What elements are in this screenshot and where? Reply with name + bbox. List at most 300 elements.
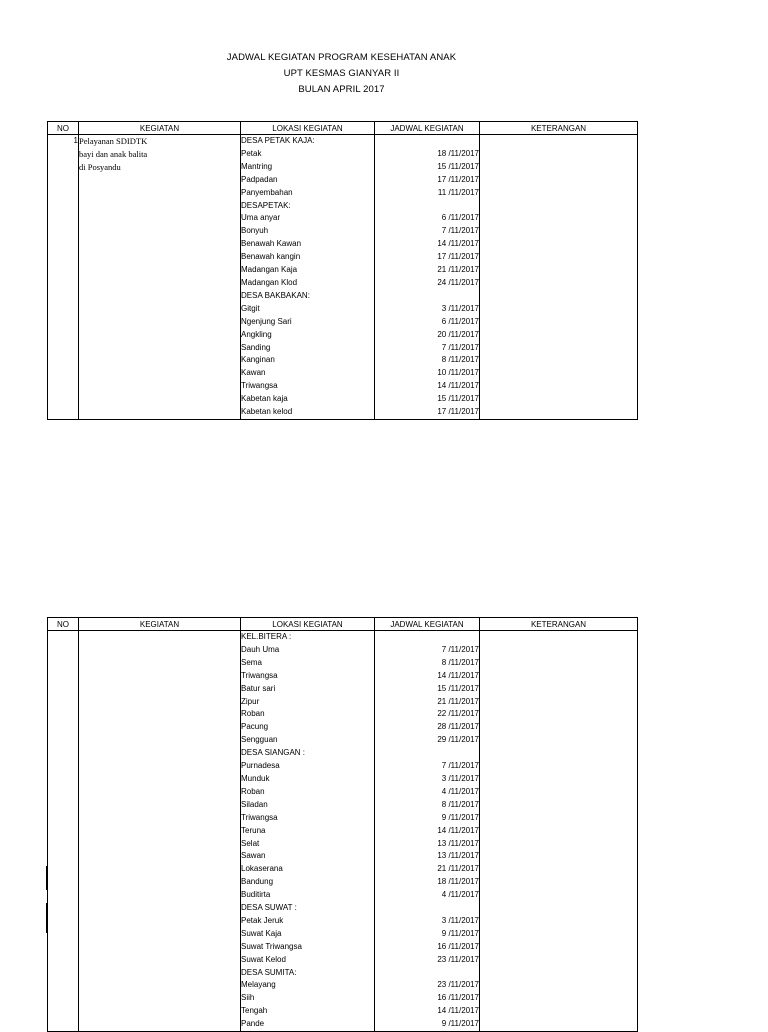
jadwal-cell: 3 /11/2017: [375, 303, 480, 316]
no-cell: [48, 696, 79, 709]
kegiatan-cell: [79, 1005, 241, 1018]
kegiatan-cell: [79, 1018, 241, 1031]
jadwal-cell: 16 /11/2017: [375, 992, 480, 1005]
jadwal-cell: [375, 200, 480, 213]
no-cell: [48, 354, 79, 367]
keterangan-cell: [480, 161, 638, 174]
jadwal-cell: 7 /11/2017: [375, 760, 480, 773]
kegiatan-cell: [79, 850, 241, 863]
lokasi-cell: Selat: [241, 838, 375, 851]
table-row: [48, 721, 638, 734]
keterangan-cell: [480, 670, 638, 683]
no-cell: [48, 786, 79, 799]
jadwal-cell: 24 /11/2017: [375, 277, 480, 290]
margin-mark: [46, 866, 47, 890]
header-lokasi: LOKASI KEGIATAN: [241, 122, 375, 135]
header-lokasi: LOKASI KEGIATAN: [241, 618, 375, 631]
jadwal-cell: 17 /11/2017: [375, 251, 480, 264]
kegiatan-cell: [79, 631, 241, 644]
table-row: [48, 825, 638, 838]
jadwal-cell: [375, 631, 480, 644]
jadwal-cell: 17 /11/2017: [375, 174, 480, 187]
jadwal-cell: [375, 135, 480, 148]
margin-mark: [46, 903, 47, 933]
table-row: [48, 225, 638, 238]
no-cell: [48, 187, 79, 200]
kegiatan-cell: [79, 316, 241, 329]
jadwal-cell: 7 /11/2017: [375, 342, 480, 355]
kegiatan-cell: Pelayanan SDIDTK: [79, 135, 241, 148]
lokasi-cell: Zipur: [241, 696, 375, 709]
jadwal-cell: 15 /11/2017: [375, 161, 480, 174]
no-cell: [48, 760, 79, 773]
keterangan-cell: [480, 812, 638, 825]
no-cell: [48, 1005, 79, 1018]
table-header-row: [48, 618, 638, 631]
jadwal-cell: 14 /11/2017: [375, 380, 480, 393]
table-row: [48, 200, 638, 213]
kegiatan-cell: [79, 174, 241, 187]
keterangan-cell: [480, 225, 638, 238]
no-cell: [48, 928, 79, 941]
keterangan-cell: [480, 734, 638, 747]
no-cell: [48, 850, 79, 863]
lokasi-cell: Madangan Klod: [241, 277, 375, 290]
no-cell: [48, 212, 79, 225]
kegiatan-cell: [79, 799, 241, 812]
table-row: [48, 683, 638, 696]
keterangan-cell: [480, 876, 638, 889]
no-cell: [48, 876, 79, 889]
jadwal-cell: [375, 902, 480, 915]
keterangan-cell: [480, 367, 638, 380]
table-row: [48, 708, 638, 721]
table-row: [48, 941, 638, 954]
header-no: NO: [48, 122, 79, 135]
no-cell: [48, 200, 79, 213]
header-kegiatan: KEGIATAN: [79, 618, 241, 631]
schedule-table-1: [47, 121, 638, 420]
kegiatan-cell: [79, 342, 241, 355]
table-row: [48, 174, 638, 187]
no-cell: [48, 967, 79, 980]
title-line-2: UPT KESMAS GIANYAR II: [283, 68, 400, 79]
lokasi-cell: Padpadan: [241, 174, 375, 187]
kegiatan-cell: [79, 290, 241, 303]
jadwal-cell: 9 /11/2017: [375, 1018, 480, 1031]
no-cell: [48, 342, 79, 355]
lokasi-cell: Madangan Kaja: [241, 264, 375, 277]
kegiatan-cell: [79, 708, 241, 721]
no-cell: [48, 734, 79, 747]
jadwal-cell: 7 /11/2017: [375, 644, 480, 657]
jadwal-cell: 21 /11/2017: [375, 863, 480, 876]
table-row: [48, 812, 638, 825]
no-cell: [48, 1018, 79, 1031]
no-cell: [48, 303, 79, 316]
lokasi-cell: Uma anyar: [241, 212, 375, 225]
kegiatan-cell: [79, 380, 241, 393]
keterangan-cell: [480, 200, 638, 213]
lokasi-cell: Melayang: [241, 979, 375, 992]
kegiatan-cell: [79, 992, 241, 1005]
lokasi-cell: DESA SUMITA:: [241, 967, 375, 980]
keterangan-cell: [480, 212, 638, 225]
table-row: [48, 212, 638, 225]
lokasi-cell: Siladan: [241, 799, 375, 812]
jadwal-cell: 15 /11/2017: [375, 683, 480, 696]
keterangan-cell: [480, 148, 638, 161]
table-row: [48, 290, 638, 303]
header-keterangan: KETERANGAN: [480, 618, 638, 631]
keterangan-cell: [480, 799, 638, 812]
no-cell: [48, 277, 79, 290]
table-row: [48, 954, 638, 967]
jadwal-cell: 20 /11/2017: [375, 329, 480, 342]
lokasi-cell: DESA SIANGAN :: [241, 747, 375, 760]
jadwal-cell: 21 /11/2017: [375, 264, 480, 277]
document-title: [120, 50, 563, 98]
no-cell: [48, 747, 79, 760]
no-cell: [48, 380, 79, 393]
keterangan-cell: [480, 825, 638, 838]
no-cell: [48, 238, 79, 251]
lokasi-cell: Panyembahan: [241, 187, 375, 200]
table-row: [48, 277, 638, 290]
kegiatan-cell: [79, 734, 241, 747]
lokasi-cell: Petak: [241, 148, 375, 161]
keterangan-cell: [480, 786, 638, 799]
no-cell: [48, 683, 79, 696]
keterangan-cell: [480, 721, 638, 734]
table-row: [48, 303, 638, 316]
lokasi-cell: Lokaserana: [241, 863, 375, 876]
kegiatan-cell: [79, 393, 241, 406]
jadwal-cell: 8 /11/2017: [375, 657, 480, 670]
jadwal-cell: 4 /11/2017: [375, 786, 480, 799]
keterangan-cell: [480, 380, 638, 393]
jadwal-cell: 22 /11/2017: [375, 708, 480, 721]
keterangan-cell: [480, 941, 638, 954]
keterangan-cell: [480, 238, 638, 251]
table-row: [48, 148, 638, 161]
kegiatan-cell: [79, 329, 241, 342]
lokasi-cell: Benawah Kawan: [241, 238, 375, 251]
jadwal-cell: 9 /11/2017: [375, 812, 480, 825]
lokasi-cell: Sanding: [241, 342, 375, 355]
kegiatan-cell: [79, 277, 241, 290]
kegiatan-cell: [79, 954, 241, 967]
keterangan-cell: [480, 838, 638, 851]
kegiatan-cell: [79, 773, 241, 786]
jadwal-cell: 13 /11/2017: [375, 850, 480, 863]
keterangan-cell: [480, 696, 638, 709]
lokasi-cell: Batur sari: [241, 683, 375, 696]
header-no: NO: [48, 618, 79, 631]
jadwal-cell: 11 /11/2017: [375, 187, 480, 200]
lokasi-cell: Triwangsa: [241, 380, 375, 393]
no-cell: [48, 225, 79, 238]
jadwal-cell: 3 /11/2017: [375, 773, 480, 786]
jadwal-cell: [375, 290, 480, 303]
keterangan-cell: [480, 303, 638, 316]
jadwal-cell: 18 /11/2017: [375, 876, 480, 889]
table-row: [48, 876, 638, 889]
lokasi-cell: Roban: [241, 708, 375, 721]
keterangan-cell: [480, 354, 638, 367]
lokasi-cell: DESA SUWAT :: [241, 902, 375, 915]
table-row: [48, 329, 638, 342]
lokasi-cell: Suwat Kaja: [241, 928, 375, 941]
header-keterangan: KETERANGAN: [480, 122, 638, 135]
keterangan-cell: [480, 174, 638, 187]
table-row: [48, 354, 638, 367]
keterangan-cell: [480, 683, 638, 696]
no-cell: [48, 825, 79, 838]
kegiatan-cell: [79, 354, 241, 367]
keterangan-cell: [480, 393, 638, 406]
kegiatan-cell: [79, 825, 241, 838]
lokasi-cell: Siih: [241, 992, 375, 1005]
table-row: [48, 863, 638, 876]
table-row: [48, 889, 638, 902]
kegiatan-cell: [79, 876, 241, 889]
lokasi-cell: Suwat Triwangsa: [241, 941, 375, 954]
jadwal-cell: 18 /11/2017: [375, 148, 480, 161]
kegiatan-cell: [79, 747, 241, 760]
no-cell: [48, 316, 79, 329]
jadwal-cell: [375, 967, 480, 980]
table-row: [48, 380, 638, 393]
kegiatan-cell: [79, 967, 241, 980]
lokasi-cell: Bandung: [241, 876, 375, 889]
no-cell: [48, 889, 79, 902]
no-cell: [48, 367, 79, 380]
no-cell: [48, 838, 79, 851]
keterangan-cell: [480, 342, 638, 355]
table-row: [48, 644, 638, 657]
no-cell: [48, 773, 79, 786]
no-cell: [48, 812, 79, 825]
schedule-table-2: [47, 617, 638, 1032]
kegiatan-cell: [79, 225, 241, 238]
keterangan-cell: [480, 1018, 638, 1031]
lokasi-cell: Pacung: [241, 721, 375, 734]
table-row: [48, 850, 638, 863]
jadwal-cell: 14 /11/2017: [375, 670, 480, 683]
kegiatan-cell: [79, 979, 241, 992]
no-cell: [48, 644, 79, 657]
lokasi-cell: Sawan: [241, 850, 375, 863]
table-row: [48, 393, 638, 406]
jadwal-cell: 8 /11/2017: [375, 799, 480, 812]
keterangan-cell: [480, 329, 638, 342]
kegiatan-cell: di Posyandu: [79, 161, 241, 174]
kegiatan-cell: [79, 889, 241, 902]
lokasi-cell: Triwangsa: [241, 812, 375, 825]
keterangan-cell: [480, 644, 638, 657]
keterangan-cell: [480, 290, 638, 303]
no-cell: [48, 631, 79, 644]
jadwal-cell: 9 /11/2017: [375, 928, 480, 941]
keterangan-cell: [480, 747, 638, 760]
kegiatan-cell: [79, 721, 241, 734]
jadwal-cell: 14 /11/2017: [375, 1005, 480, 1018]
kegiatan-cell: [79, 941, 241, 954]
jadwal-cell: 13 /11/2017: [375, 838, 480, 851]
lokasi-cell: Triwangsa: [241, 670, 375, 683]
lokasi-cell: Petak Jeruk: [241, 915, 375, 928]
no-cell: [48, 174, 79, 187]
table-row: [48, 799, 638, 812]
keterangan-cell: [480, 760, 638, 773]
jadwal-cell: 21 /11/2017: [375, 696, 480, 709]
table-row: [48, 342, 638, 355]
kegiatan-cell: [79, 838, 241, 851]
kegiatan-cell: [79, 786, 241, 799]
lokasi-cell: Benawah kangin: [241, 251, 375, 264]
jadwal-cell: 28 /11/2017: [375, 721, 480, 734]
no-cell: [48, 657, 79, 670]
no-cell: [48, 406, 79, 419]
jadwal-cell: 6 /11/2017: [375, 316, 480, 329]
keterangan-cell: [480, 187, 638, 200]
lokasi-cell: Dauh Uma: [241, 644, 375, 657]
header-jadwal: JADWAL KEGIATAN: [375, 618, 480, 631]
jadwal-cell: 10 /11/2017: [375, 367, 480, 380]
jadwal-cell: 6 /11/2017: [375, 212, 480, 225]
kegiatan-cell: [79, 928, 241, 941]
jadwal-cell: 15 /11/2017: [375, 393, 480, 406]
jadwal-cell: 23 /11/2017: [375, 954, 480, 967]
lokasi-cell: KEL.BITERA :: [241, 631, 375, 644]
keterangan-cell: [480, 902, 638, 915]
table-row: [48, 838, 638, 851]
lokasi-cell: Suwat Kelod: [241, 954, 375, 967]
lokasi-cell: DESAPETAK:: [241, 200, 375, 213]
keterangan-cell: [480, 992, 638, 1005]
kegiatan-cell: [79, 303, 241, 316]
keterangan-cell: [480, 889, 638, 902]
jadwal-cell: 23 /11/2017: [375, 979, 480, 992]
jadwal-cell: 14 /11/2017: [375, 825, 480, 838]
lokasi-cell: Kanginan: [241, 354, 375, 367]
keterangan-cell: [480, 135, 638, 148]
lokasi-cell: DESA BAKBAKAN:: [241, 290, 375, 303]
header-jadwal: JADWAL KEGIATAN: [375, 122, 480, 135]
table-row: [48, 696, 638, 709]
keterangan-cell: [480, 850, 638, 863]
kegiatan-cell: [79, 367, 241, 380]
lokasi-cell: Sema: [241, 657, 375, 670]
lokasi-cell: Kawan: [241, 367, 375, 380]
no-cell: [48, 264, 79, 277]
jadwal-cell: 29 /11/2017: [375, 734, 480, 747]
table-row: [48, 406, 638, 419]
no-cell: [48, 979, 79, 992]
table-row: [48, 915, 638, 928]
no-cell: [48, 329, 79, 342]
lokasi-cell: DESA PETAK KAJA:: [241, 135, 375, 148]
lokasi-cell: Kabetan kelod: [241, 406, 375, 419]
keterangan-cell: [480, 251, 638, 264]
lokasi-cell: Purnadesa: [241, 760, 375, 773]
keterangan-cell: [480, 277, 638, 290]
table-row: [48, 786, 638, 799]
kegiatan-cell: [79, 238, 241, 251]
jadwal-cell: [375, 747, 480, 760]
jadwal-cell: 7 /11/2017: [375, 225, 480, 238]
lokasi-cell: Bonyuh: [241, 225, 375, 238]
keterangan-cell: [480, 863, 638, 876]
no-cell: [48, 393, 79, 406]
kegiatan-cell: [79, 644, 241, 657]
table-row: [48, 367, 638, 380]
table-row: [48, 135, 638, 148]
table-row: [48, 187, 638, 200]
lokasi-cell: Gitgit: [241, 303, 375, 316]
jadwal-cell: 8 /11/2017: [375, 354, 480, 367]
keterangan-cell: [480, 773, 638, 786]
table-row: [48, 1005, 638, 1018]
lokasi-cell: Teruna: [241, 825, 375, 838]
kegiatan-cell: [79, 187, 241, 200]
no-cell: [48, 863, 79, 876]
jadwal-cell: 3 /11/2017: [375, 915, 480, 928]
table-row: [48, 251, 638, 264]
keterangan-cell: [480, 1005, 638, 1018]
kegiatan-cell: [79, 200, 241, 213]
keterangan-cell: [480, 928, 638, 941]
table-row: [48, 747, 638, 760]
no-cell: [48, 902, 79, 915]
table-row: [48, 902, 638, 915]
jadwal-cell: 14 /11/2017: [375, 238, 480, 251]
keterangan-cell: [480, 264, 638, 277]
keterangan-cell: [480, 979, 638, 992]
keterangan-cell: [480, 954, 638, 967]
table-row: [48, 238, 638, 251]
no-cell: [48, 915, 79, 928]
no-cell: [48, 708, 79, 721]
kegiatan-cell: [79, 902, 241, 915]
keterangan-cell: [480, 406, 638, 419]
table-row: [48, 760, 638, 773]
kegiatan-cell: [79, 915, 241, 928]
lokasi-cell: Tengah: [241, 1005, 375, 1018]
lokasi-cell: Kabetan kaja: [241, 393, 375, 406]
no-cell: [48, 161, 79, 174]
table-row: [48, 992, 638, 1005]
no-cell: [48, 799, 79, 812]
table-row: [48, 264, 638, 277]
lokasi-cell: Mantring: [241, 161, 375, 174]
kegiatan-cell: [79, 760, 241, 773]
table-row: [48, 161, 638, 174]
kegiatan-cell: [79, 406, 241, 419]
keterangan-cell: [480, 967, 638, 980]
kegiatan-cell: [79, 212, 241, 225]
no-cell: [48, 290, 79, 303]
kegiatan-cell: [79, 683, 241, 696]
jadwal-cell: 16 /11/2017: [375, 941, 480, 954]
table-row: [48, 734, 638, 747]
no-cell: 1: [48, 135, 79, 148]
table-row: [48, 979, 638, 992]
keterangan-cell: [480, 915, 638, 928]
keterangan-cell: [480, 708, 638, 721]
no-cell: [48, 954, 79, 967]
